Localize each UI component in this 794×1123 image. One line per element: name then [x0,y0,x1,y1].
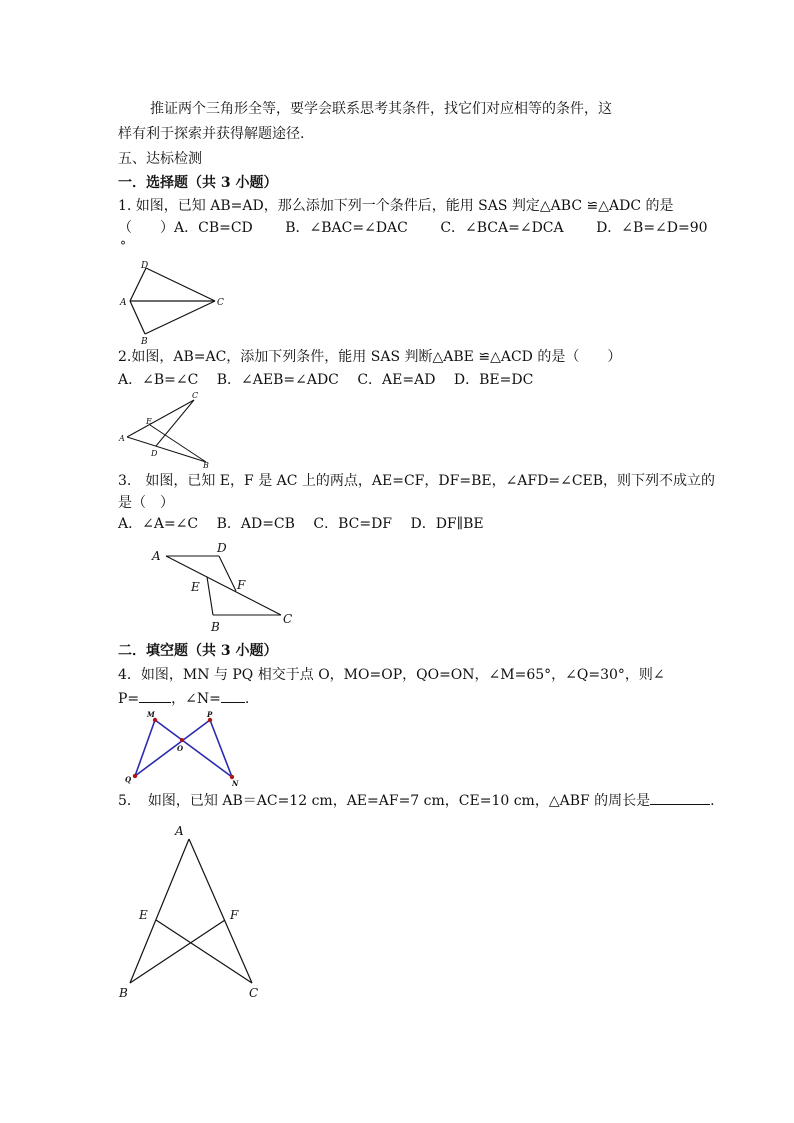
q1-label-a: A [120,298,127,308]
q3-options: A．∠A=∠C B．AD=CB C．BC=DF D．DF∥BE [118,516,484,532]
q5-stem: 5． 如图，已知 AB＝AC=12 cm，AE=AF=7 cm，CE=10 cm，△ABF 的周长是 [118,793,651,809]
q2-label-d: D [151,449,158,458]
q3-stem-2: 是（ ） [118,495,174,511]
q5-label-c: C [249,986,259,1000]
q4-label-q: Q [125,775,132,784]
q3-label-e: E [191,580,200,594]
q5-label-a: A [175,824,184,838]
q1-degree: ° [120,239,126,253]
q4-p-label: P= [118,691,140,707]
q5-label-b: B [119,986,128,1000]
part2-title: 二．填空题（共 3 小题） [118,643,278,659]
q3-label-f: F [237,578,246,592]
q4-n-label: ，∠N= [171,691,221,707]
q5-label-f: F [230,908,239,922]
q2-options: A．∠B=∠C B．∠AEB=∠ADC C．AE=AD D．BE=DC [118,372,534,388]
q1-stem: 1. 如图，已知 AB=AD，那么添加下列一个条件后，能用 SAS 判定△ABC ≌△ADC 的是 [118,198,674,214]
q2-stem: 2.如图，AB=AC，添加下列条件，能用 SAS 判断△ABE ≌△ACD 的是（ ） [118,349,622,365]
q3-stem: 3. 如图，已知 E，F 是 AC 上的两点，AE=CF，DF=BE，∠AFD=∠CEB，则下列不成立的 [118,473,716,489]
q5-segment-fb [130,920,225,983]
q1-options: （ ）A．CB=CD B．∠BAC=∠DAC C．∠BCA=∠DCA D．∠B=∠D=90 [118,220,708,236]
q1-label-b: B [141,337,148,347]
q4-label-p: P [207,710,213,719]
q4-label-m: M [147,710,155,719]
q3-label-a: A [152,549,161,563]
intro-line-1: 推证两个三角形全等，要学会联系思考其条件，找它们对应相等的条件，这 [150,101,612,117]
q4-label-n: N [232,779,239,788]
q2-label-e: E [146,417,152,426]
q4-label-o: O [177,744,184,753]
q5-segment-ac [189,839,252,983]
section-title: 五、达标检测 [118,151,202,167]
q4-stem: 4．如图，MN 与 PQ 相交于点 O，MO=OP，QO=ON，∠M=65°，∠Q=30°，则∠ [118,667,665,683]
intro-line-2: 样有利于探索并获得解题途径. [118,126,305,142]
q2-label-c: C [192,391,199,400]
q5-label-e: E [139,908,148,922]
q3-label-c: C [283,612,293,626]
q1-label-c: C [217,298,224,308]
q3-label-d: D [217,541,227,555]
part1-title: 一．选择题（共 3 小题） [118,175,278,191]
q1-label-d: D [141,261,149,271]
q2-label-b: B [203,461,209,470]
q2-label-a: A [119,434,125,443]
q3-label-b: B [211,620,220,634]
q5-end: . [710,793,715,809]
q4-end: . [244,691,250,707]
